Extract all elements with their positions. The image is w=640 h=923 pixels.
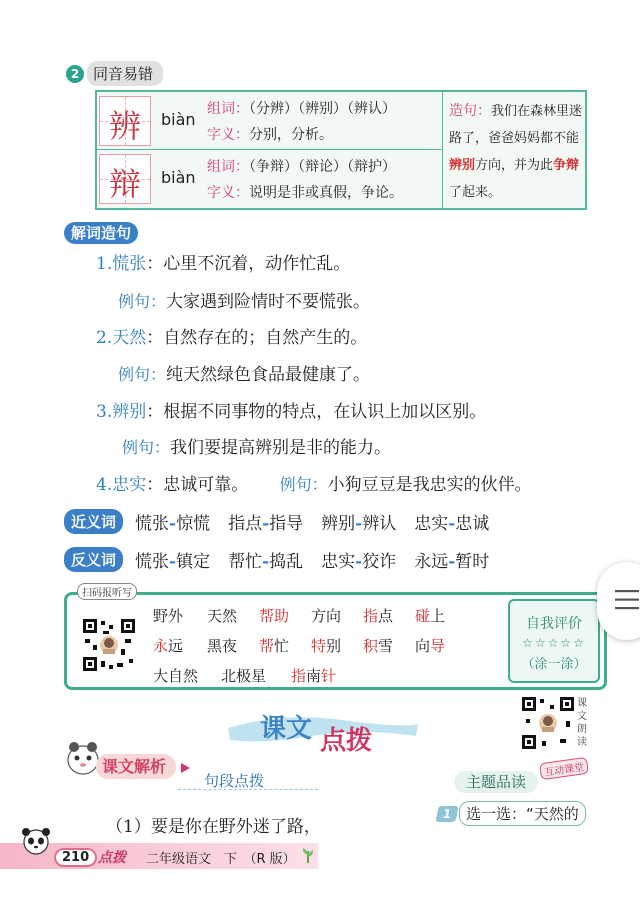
dictation-word: 指南针: [291, 667, 337, 685]
ziyi-text: 分别，分析。: [249, 127, 333, 143]
vocab-item: [96, 323, 367, 348]
page-number: 210: [54, 848, 97, 867]
zaoju-text: 了起来。: [449, 185, 502, 200]
colon: ：: [146, 402, 164, 422]
dictation-word: 碰上: [415, 607, 446, 625]
section-number-badge: 2: [66, 65, 84, 83]
homophone-table: [95, 90, 587, 210]
antonyms-label: 反义词: [64, 547, 123, 572]
synonym-pair: 辨别-辨认: [321, 514, 397, 534]
dictation-word: 大自然: [153, 667, 199, 685]
antonym-pair: 帮忙-捣乱: [228, 552, 304, 572]
scan-label: 扫码报听写: [77, 583, 137, 600]
rating-stars[interactable]: ☆☆☆☆☆: [522, 636, 586, 650]
antonym-pair: 永远-暂时: [414, 552, 490, 572]
synonym-pair: 慌张-惊慌: [135, 514, 211, 534]
antonyms-row: [64, 547, 489, 572]
theme-label: 主题品读: [454, 771, 538, 793]
definition: 心里不沉着，动作忙乱。: [163, 254, 351, 274]
dictation-word: 向导: [415, 637, 446, 655]
ziyi-label: 字义：: [207, 185, 249, 201]
synonym-pair: 忠实-忠诚: [414, 514, 490, 534]
word: 慌张: [135, 552, 170, 572]
self-eval-hint: （涂一涂）: [521, 657, 587, 672]
vocab-item: [96, 249, 350, 274]
homophone-row: [97, 92, 442, 150]
arrow-icon: [178, 760, 194, 776]
example-line: [118, 360, 370, 385]
question-number: 1: [435, 806, 458, 822]
zuci-label: 组词：: [207, 159, 249, 175]
dictation-word: 积雪: [363, 637, 394, 655]
brand-logo: 点拨: [98, 850, 126, 866]
ziyi-line: [207, 124, 333, 144]
panda-icon: [20, 826, 52, 856]
question-text: 选一选：“天然的: [459, 801, 586, 826]
liju-text: 小狗豆豆是我忠实的伙伴。: [327, 475, 532, 495]
antonym-pair: 慌张-镇定: [135, 552, 211, 572]
vocab-term: 辨别: [112, 402, 147, 422]
section-header: [66, 61, 163, 86]
homophone-row: [97, 150, 442, 208]
theme-wrap: [454, 771, 538, 792]
vocab-term: 慌张: [112, 254, 147, 274]
liju-label: 例句：: [118, 292, 167, 311]
vocab-item: [96, 397, 486, 422]
plant-icon: [300, 846, 316, 864]
word: 指导: [269, 514, 304, 534]
definition: 自然存在的；自然产生的。: [163, 328, 368, 348]
footer-text: 二年级语文 下 （R 版）: [146, 852, 296, 867]
word: 帮忙: [228, 552, 263, 572]
ziyi-line: [207, 182, 403, 202]
item-number: 1.: [96, 254, 113, 274]
liju-label: 例句：: [122, 438, 171, 457]
liju-text: 大家遇到险情时不要慌张。: [166, 292, 371, 312]
word: 捣乱: [269, 552, 304, 572]
word: 指点: [228, 514, 263, 534]
zuci-words: （争辩）（辩论）（辩护）: [249, 159, 396, 175]
word: 镇定: [176, 552, 211, 572]
theme-question: [437, 801, 586, 826]
zuci-label: 组词：: [207, 101, 249, 117]
jieci-title: 解词造句: [64, 222, 138, 244]
vocab-term: 忠实: [112, 475, 147, 495]
word: 辨别: [321, 514, 356, 534]
dictation-word: 黑夜: [207, 637, 238, 655]
interact-badge: 互动课堂: [539, 757, 589, 781]
judao-sub: [204, 770, 264, 791]
synonyms-row: [64, 509, 489, 534]
liju-label: 例句：: [118, 365, 167, 384]
word: 慌张: [135, 514, 170, 534]
definition: 根据不同事物的特点，在认识上加以区别。: [163, 402, 487, 422]
item-number: 2.: [96, 328, 113, 348]
self-evaluation: [508, 599, 600, 683]
dictation-word: 特别: [311, 637, 342, 655]
item-number: 3.: [96, 402, 113, 422]
definition: 忠诚可靠。: [163, 475, 249, 495]
zuci-line: [207, 156, 396, 176]
brand-wrap: [98, 847, 126, 867]
dictation-word: 野外: [153, 607, 184, 625]
mascot-icon: [66, 738, 100, 776]
word: 辨认: [362, 514, 397, 534]
dictation-word: 北极星: [221, 667, 267, 685]
character: 辨: [108, 107, 141, 145]
example-sentence: [449, 98, 583, 206]
jiexi-badge-wrap: [96, 754, 176, 777]
example-line: [118, 287, 370, 312]
dictation-word: 方向: [311, 607, 342, 625]
interact-wrap: [540, 758, 588, 777]
zuci-line: [207, 98, 396, 118]
dictation-word: 帮助: [259, 607, 290, 625]
jiexi-badge: 课文解析: [96, 754, 176, 779]
ziyi-label: 字义：: [207, 127, 249, 143]
word: 永远: [414, 552, 449, 572]
colon: ：: [146, 254, 164, 274]
character-box: [99, 154, 151, 204]
qr-code[interactable]: [520, 695, 576, 751]
highlight-word: 争辩: [553, 158, 580, 173]
zaoju-text: 方向，并为此: [475, 158, 554, 173]
judao-subtitle: 句段点拨: [204, 772, 265, 790]
character: 辩: [108, 165, 141, 203]
title-part2: 点拨: [320, 726, 373, 756]
liju-text: 纯天然绿色食品最健康了。: [166, 365, 371, 385]
dictation-word: 指点: [363, 607, 394, 625]
dictation-word: 永远: [153, 637, 184, 655]
vocab-item: [96, 470, 532, 495]
kewen-dianbo-title: [250, 702, 410, 756]
character-box: [99, 96, 151, 146]
zaoju-text: 我们在森林里迷路了，爸爸妈妈都不能: [449, 104, 583, 146]
liju-text: 我们要提高辨别是非的能力。: [170, 438, 392, 458]
hamburger-menu-icon: [615, 589, 639, 611]
dictation-word: 天然: [207, 607, 238, 625]
antonym-pair: 忠实-狡诈: [321, 552, 397, 572]
analysis-sentence: （1）要是你在野外迷了路，: [106, 817, 321, 837]
kewen-langdu-label: 课文朗读: [577, 698, 587, 748]
dashed-divider: [178, 789, 318, 790]
ziyi-text: 说明是非或真假，争论。: [249, 185, 403, 201]
dictation-word: 帮忙: [259, 637, 290, 655]
example-line: [122, 433, 391, 458]
word: 暂时: [455, 552, 490, 572]
synonyms-label: 近义词: [64, 509, 123, 534]
dictation-box: [64, 588, 607, 690]
word: 狡诈: [362, 552, 397, 572]
synonym-pair: 指点-指导: [228, 514, 304, 534]
self-eval-title: 自我评价: [526, 616, 582, 632]
word: 惊慌: [176, 514, 211, 534]
colon: ：: [146, 475, 164, 495]
section-title: 同音易错: [87, 61, 163, 86]
title-part1: 课文: [260, 714, 313, 744]
side-menu-button[interactable]: [597, 562, 640, 640]
word: 忠实: [414, 514, 449, 534]
jieci-heading: [64, 222, 138, 243]
pinyin: biàn: [161, 110, 196, 129]
liju-label: 例句：: [279, 475, 328, 494]
column-divider: [442, 92, 443, 208]
highlight-word: 辨别: [449, 158, 476, 173]
zuci-words: （分辨）（辨别）（辨认）: [249, 101, 396, 117]
page-number-wrap: [54, 846, 97, 865]
vocab-term: 天然: [112, 328, 147, 348]
colon: ：: [146, 328, 164, 348]
item-number: 4.: [96, 475, 113, 495]
pinyin: biàn: [161, 168, 196, 187]
word: 忠诚: [455, 514, 490, 534]
word: 忠实: [321, 552, 356, 572]
qr-code[interactable]: [81, 617, 137, 673]
zaoju-label: 造句：: [449, 103, 491, 119]
